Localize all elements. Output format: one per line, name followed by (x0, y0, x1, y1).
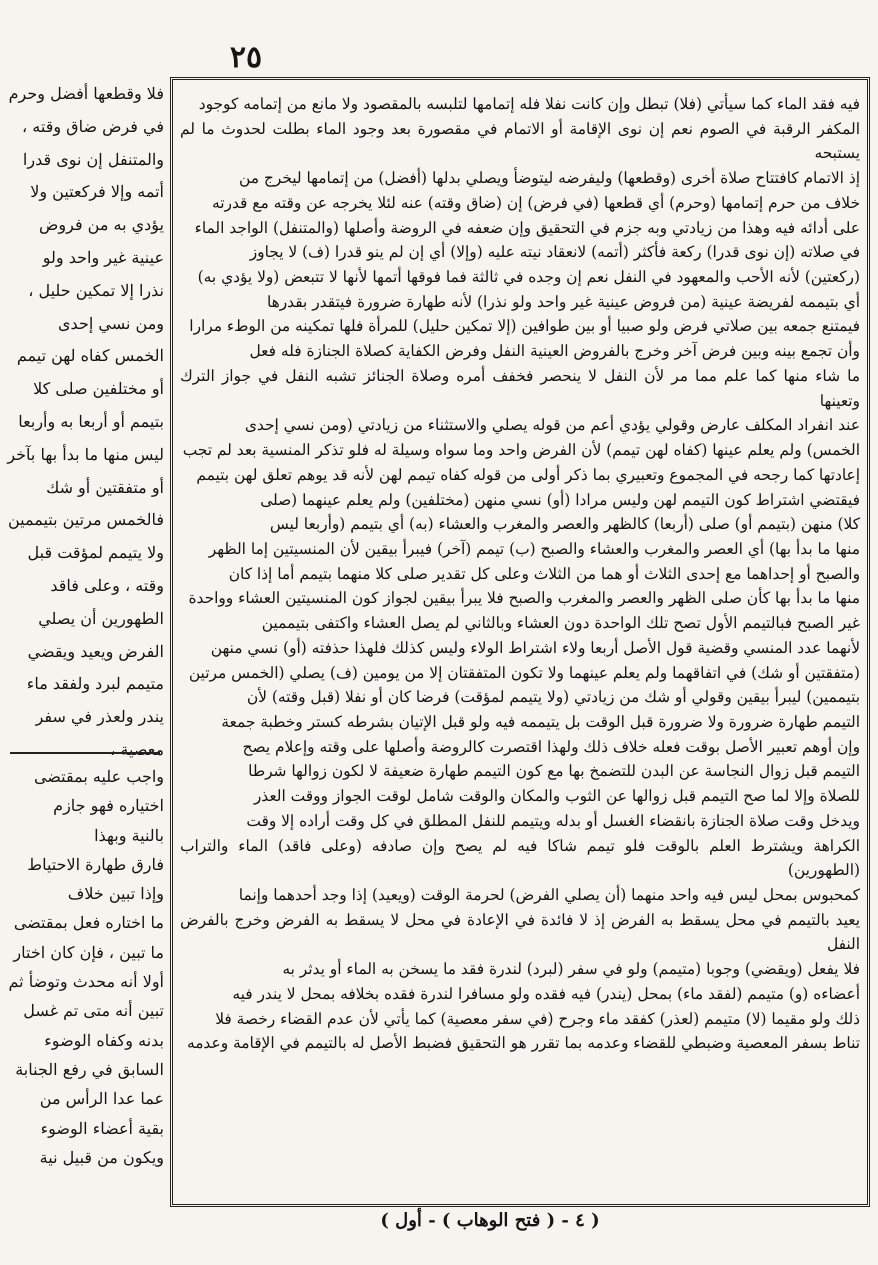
margin-footnote-text: واجب عليه بمقتضى اختياره فهو جازم بالنية وبهذا فارق طهارة الاحتياط وإذا تبين خلاف ما اختاره فعل بمقتضى ما تبين ، فإن كان اختار أولا أنه محدث وتوضأ ثم تبين أنه متى تم غسل بدنه وكفاه الوضوء السابق في رفع الجنابة عما عدا الرأس من بقية أعضاء الوضوء ويكون من قبيل نية (8, 767, 164, 1167)
margin-divider-line (10, 752, 160, 754)
main-commentary-text: فيه فقد الماء كما سيأتي (فلا) تبطل وإن كانت نفلا فله إتمامها لتلبسه بالمقصود ولا مانع من إتمامه كوجود المكفر الرقبة في الصوم نعم إن نوى الإقامة أو الاتمام في مقصورة بعد وجود الماء بطلت لحدوث ما لم يستبحه إذ الاتمام كافتتاح صلاة أخرى (وقطعها) وليفرضه ليتوضأ ويصلي بدلها (أفضل) من إتمامها ليخرج من خلاف من حرم إتمامها (وحرم) أي قطعها (في فرض) إن (ضاق وقته) عنه لئلا يخرجه عن وقته مع قدرته على أدائه فيه وهذا من زيادتي وبه جزم في التحقيق وإن ضعفه في الروضة وأصلها (والمتنفل) الواجد الماء في صلاته (إن نوى قدرا) ركعة فأكثر (أتمه) لانعقاد نيته عليه (وإلا) أي إن لم ينو قدرا (ف) لا يجاوز (ركعتين) لأنه الأحب والمعهود في النفل نعم إن وجده في ثالثة فما فوقها أتمها لأنها لا تتبعض (ولا يؤدي به) أي بتيممه لفريضة عينية (من فروض عينية غير واحد ولو نذرا) لأنه طهارة ضرورة فيتقدر بقدرها فيمتنع جمعه بين صلاتي فرض ولو صبيا أو بين طوافين (إلا تمكين حليل) للمرأة فلها تمكينه من الوطء مرارا وأن تجمع بينه وبين فرض آخر وخرج بالفروض العينية النفل وفرض الكفاية كصلاة الجنازة فله فعل ما شاء منها كما علم مما مر لأن النفل لا ينحصر فخفف أمره وصلاة الجنائز تشبه النفل في جواز الترك وتعينها عند انفراد المكلف عارض وقولي يؤدي أعم من قوله يصلي والاستثناء من زيادتي (ومن نسي إحدى الخمس) ولم يعلم عينها (كفاه لهن تيمم) لأن الفرض واحد وما سواه وسيلة له فلو تذكر المنسية بعد لم تجب إعادتها كما رجحه في المجموع وتعبيري بما ذكر أولى من قوله كفاه تيمم لهن لأنه قد يوهم تعلق لهن بتيمم فيقتضي اشتراط كون التيمم لهن وليس مرادا (أو) نسي منهن (مختلفين) ولم يعلم عينهما (صلى كلا) منهن (بتيمم أو) صلى (أربعا) كالظهر والعصر والمغرب والعشاء (به) أي بتيمم (وأربعا ليس منها ما بدأ بها) أي العصر والمغرب والعشاء والصبح (ب) تيمم (آخر) فيبرأ بيقين لأن المنسيتين إما الظهر والصبح أو إحداهما مع إحدى الثلاث أو هما من الثلاث وعلى كل تقدير صلى كلا منهما بتيمم أما إذا كان منها ما بدأ بها كأن صلى الظهر والعصر والمغرب والصبح فلا يبرأ بيقين لجواز كون المنسيتين العشاء وواحدة غير الصبح فبالتيمم الأول تصح تلك الواحدة دون العشاء وبالثاني لم يصل العشاء واكتفى بتيممين لأنهما عدد المنسي وقضية قول الأصل أربعا ولاء اشتراط الولاء وليس كذلك فلهذا حذفته (أو) نسي منهن (متفقتين أو شك) في اتفاقهما ولم يعلم عينهما ولا تكون المتفقتان إلا من يومين (ف) يصلي (الخمس مرتين بتيممين) ليبرأ بيقين وقولي أو شك من زيادتي (ولا يتيمم لمؤقت) فرضا كان أو نفلا (قبل وقته) لأن التيمم طهارة ضرورة ولا ضرورة قبل الوقت بل يتيممه فيه ولو قبل الإتيان بشرطه كستر وخطبة جمعة وإن أوهم تعبير الأصل بوقت فعله خلاف ذلك ولهذا اقتصرت كالروضة وأصلها على وقته وإعلام يصح التيمم قبل زوال النجاسة عن البدن للتضمخ بها مع كون التيمم طهارة ضعيفة لا لكون زوالها شرطا للصلاة وإلا لما صح التيمم قبل زوالها عن الثوب والمكان والوقت شامل لوقت الجواز ووقت العذر ويدخل وقت صلاة الجنازة بانقضاء الغسل أو بدله ويتيمم للنفل المطلق في كل وقت أراده إلا وقت الكراهة ويشترط العلم بالوقت فلو تيمم شاكا فيه لم يصح وإن صادفه (وعلى فاقد) الماء والتراب (الطهورين) كمحبوس بمحل ليس فيه واحد منهما (أن يصلي الفرض) لحرمة الوقت (ويعيد) إذا وجد أحدهما وإنما يعيد بالتيمم في محل يسقط به الفرض إذ لا فائدة في الإعادة في محل لا يسقط به الفرض وخرج بالفرض النفل فلا يفعل (ويقضي) وجوبا (متيمم) ولو في سفر (لبرد) لندرة فقد ما يسخن به الماء أو يدثر به أعضاءه (و) متيمم (لفقد ماء) بمحل (يندر) فيه فقده ولو مسافرا لندرة فقده بخلافه بمحل لا يندر فيه ذلك ولو مقيما (لا) متيمم (لعذر) كفقد ماء وجرح (في سفر معصية) كما يأتي لأن عدم القضاء رخصة فلا تناط بسفر المعصية وضبطي للقضاء وعدمه بما تقرر هو التحقيق فضبط الأصل له بالتيمم في الإقامة وعدمه (180, 95, 860, 1053)
margin-matn-text: فلا وقطعها أفضل وحرم في فرض ضاق وقته ، والمتنفل إن نوى قدرا أتمه وإلا فركعتين ولا يؤدي به من فروض عينية غير واحد ولو نذرا إلا تمكين حليل ، ومن نسي إحدى الخمس كفاه لهن تيمم أو مختلفين صلى كلا بتيمم أو أربعا به وأربعا ليس منها ما بدأ بها بآخر أو متفقتين أو شك فالخمس مرتين بتيممين ولا يتيمم لمؤقت قبل وقته ، وعلى فاقد الطهورين أن يصلي الفرض ويعيد ويقضي متيمم لبرد ولفقد ماء يندر ولعذر في سفر معصية ، (7, 84, 164, 759)
page-footer-signature: ( ٤ - ( فتح الوهاب ) - أول ) (380, 1210, 600, 1231)
page-number: ٢٥ (229, 40, 263, 75)
